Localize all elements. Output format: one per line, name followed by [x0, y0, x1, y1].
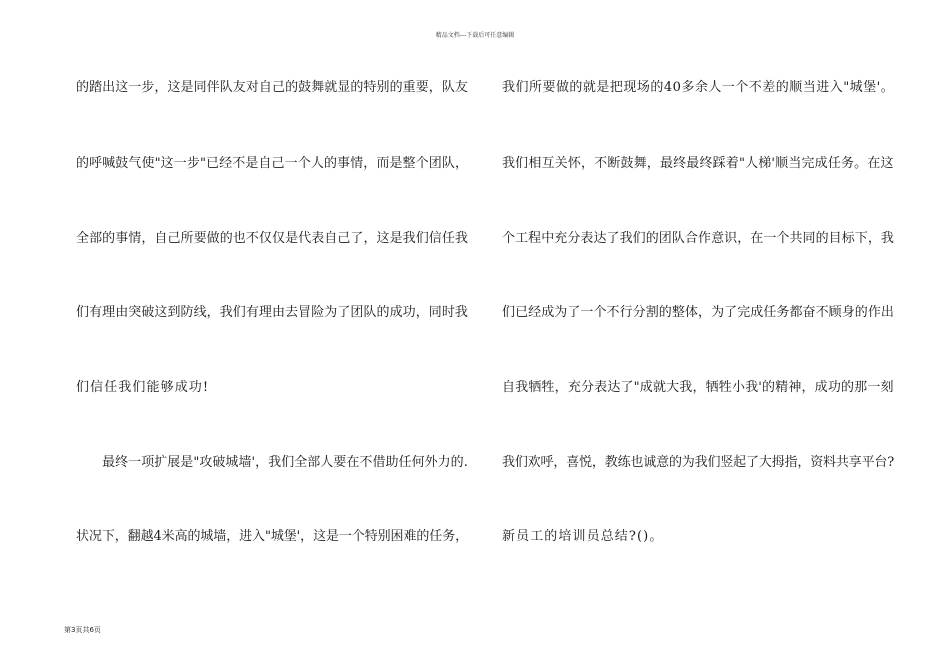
text-line: 全部的事情，自己所要做的也不仅仅是代表自己了，这是我们信任我	[76, 231, 469, 246]
text-line: 我们相互关怀，不断鼓舞，最终最终踩着"人梯'顺当完成任务。在这	[502, 156, 894, 171]
text-line: 最终一项扩展是"攻破城墙'，我们全部人要在不借助任何外力的.	[76, 455, 468, 470]
page-number: 第3页共6页	[64, 626, 101, 634]
text-line: 们已经成为了一个不行分割的整体，为了完成任务都奋不顾身的作出	[502, 305, 895, 320]
page-header: 精品文档---下载后可任意编辑	[435, 32, 515, 39]
text-line: 的呼喊鼓气使"这一步"已经不是自己一个人的事情，而是整个团队，	[76, 156, 469, 171]
text-line: 我们所要做的就是把现场的40多余人一个不差的顺当进入"城堡'。	[502, 80, 895, 95]
text-line: 们有理由突破这到防线，我们有理由去冒险为了团队的成功，同时我	[76, 305, 469, 320]
text-line: 状况下，翻越4米高的城墙，进入"城堡'，这是一个特别困难的任务，	[76, 529, 469, 544]
text-line: 个工程中充分表达了我们的团队合作意识，在一个共同的目标下，我	[502, 231, 895, 246]
text-line: 们信任我们能够成功!	[76, 380, 210, 395]
text-line: 自我牺牲，充分表达了"成就大我，牺牲小我'的精神，成功的那一刻	[502, 380, 894, 395]
text-line: 新员工的培训员总结?()。	[502, 529, 664, 544]
text-line: 的踏出这一步，这是同伴队友对自己的鼓舞就显的特别的重要，队友	[76, 80, 469, 95]
text-line: 我们欢呼，喜悦，教练也诚意的为我们竖起了大拇指，资料共享平台?	[502, 455, 895, 470]
